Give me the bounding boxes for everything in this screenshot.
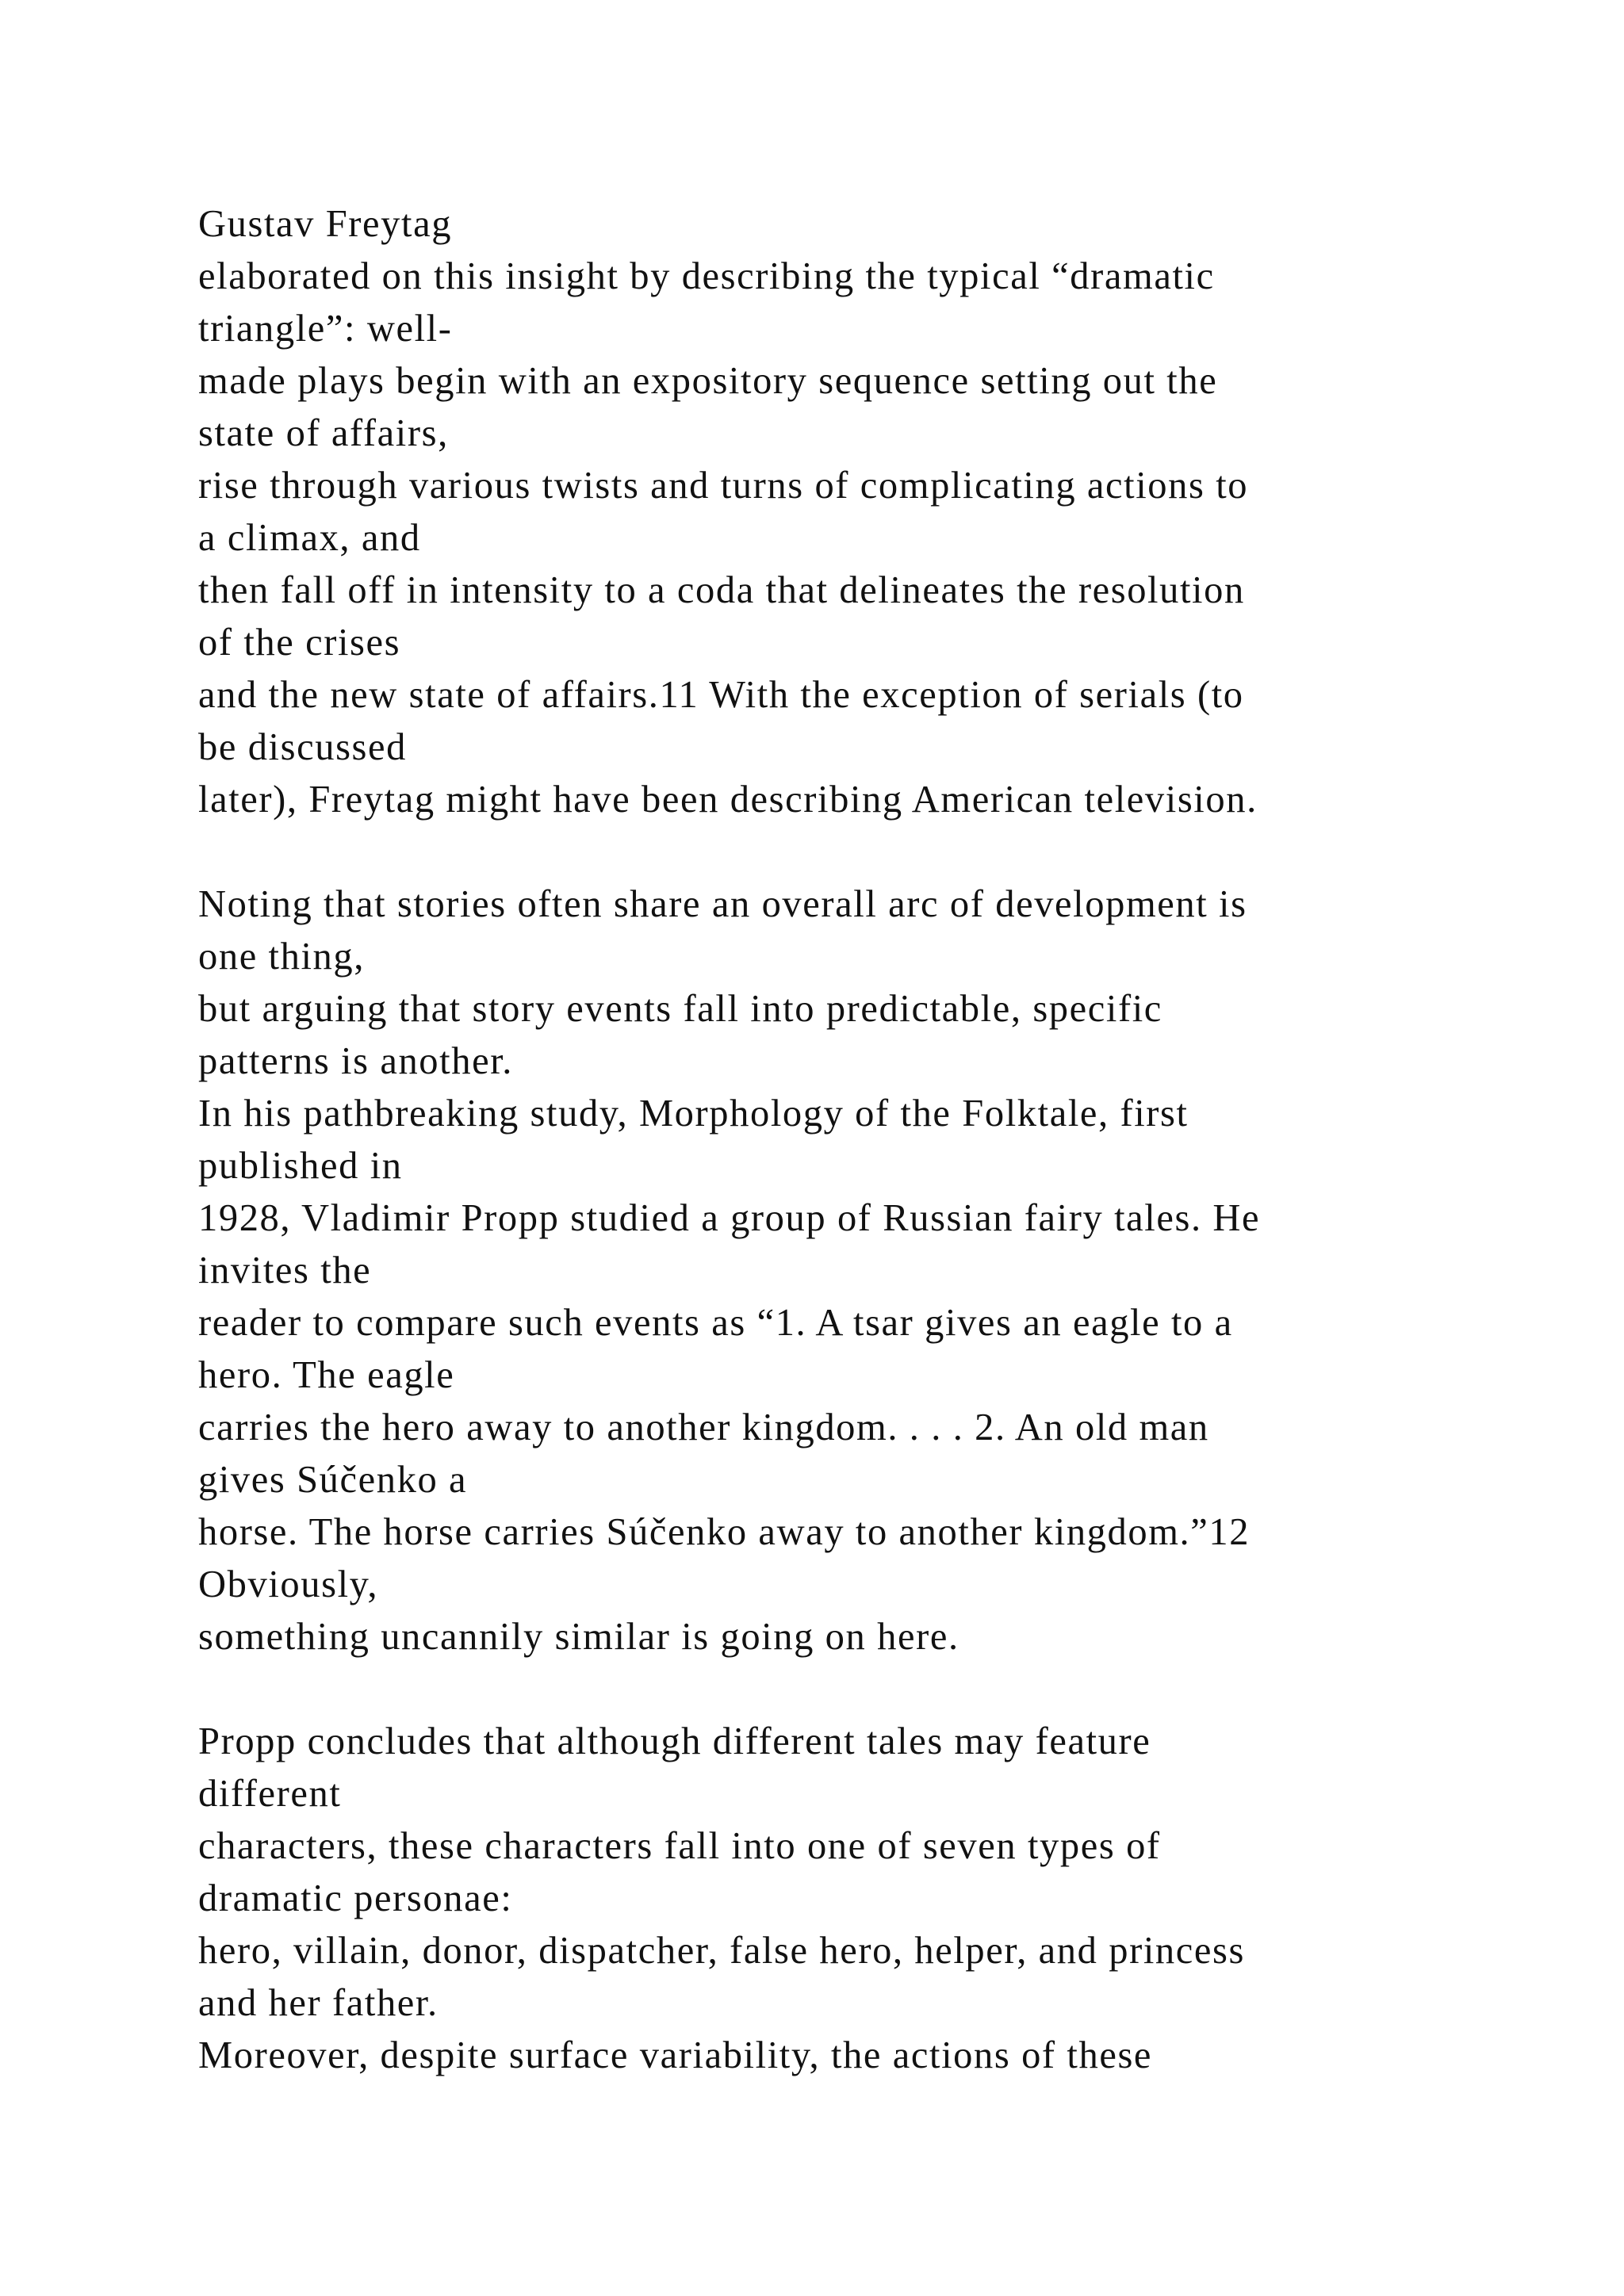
text-line: and the new state of affairs.11 With the exception of serials (to — [198, 674, 1244, 716]
text-line: carries the hero away to another kingdom. . . . 2. An old man — [198, 1406, 1209, 1448]
text-line: gives Súčenko a — [198, 1459, 468, 1501]
text-line: elaborated on this insight by describing the typical “dramatic — [198, 255, 1215, 297]
text-line: In his pathbreaking study, Morphology of the Folktale, first — [198, 1093, 1189, 1135]
body-text — [198, 198, 1507, 2082]
text-line: and her father. — [198, 1982, 439, 2024]
text-line: rise through various twists and turns of complicating actions to — [198, 465, 1249, 507]
text-line: a climax, and — [198, 517, 421, 559]
text-line: characters, these characters fall into one of seven types of — [198, 1825, 1161, 1867]
text-line: horse. The horse carries Súčenko away to another kingdom.”12 — [198, 1511, 1251, 1553]
text-line: Propp concludes that although different tales may feature — [198, 1720, 1151, 1762]
text-line: but arguing that story events fall into predictable, specific — [198, 988, 1162, 1030]
text-line: Gustav Freytag — [198, 203, 453, 245]
paragraph-spacer — [198, 1663, 1507, 1716]
text-line: be discussed — [198, 726, 408, 768]
text-line: hero, villain, donor, dispatcher, false hero, helper, and princess — [198, 1930, 1245, 1972]
text-line: 1928, Vladimir Propp studied a group of Russian fairy tales. He — [198, 1197, 1261, 1239]
paragraph-spacer — [198, 826, 1507, 878]
text-line: then fall off in intensity to a coda that delineates the resolution — [198, 569, 1245, 611]
paragraph-3 — [198, 1716, 1507, 2082]
text-line: one thing, — [198, 936, 365, 978]
text-line: Noting that stories often share an overall arc of development is — [198, 883, 1247, 925]
text-line: made plays begin with an expository sequence setting out the — [198, 360, 1218, 402]
text-line: Obviously, — [198, 1563, 379, 1605]
text-line: invites the — [198, 1249, 372, 1292]
paragraph-1 — [198, 198, 1507, 826]
text-line: triangle”: well- — [198, 308, 453, 350]
text-line: something uncannily similar is going on here. — [198, 1616, 959, 1658]
text-line: hero. The eagle — [198, 1354, 455, 1396]
text-line: of the crises — [198, 622, 401, 664]
text-line: dramatic personae: — [198, 1877, 513, 1919]
text-line: patterns is another. — [198, 1040, 514, 1082]
text-line: published in — [198, 1145, 403, 1187]
text-line: reader to compare such events as “1. A tsar gives an eagle to a — [198, 1302, 1233, 1344]
text-line: Moreover, despite surface variability, the actions of these — [198, 2034, 1153, 2076]
paragraph-2 — [198, 878, 1507, 1663]
text-line: later), Freytag might have been describing American television. — [198, 779, 1258, 821]
text-line: state of affairs, — [198, 412, 449, 454]
text-line: different — [198, 1773, 342, 1815]
